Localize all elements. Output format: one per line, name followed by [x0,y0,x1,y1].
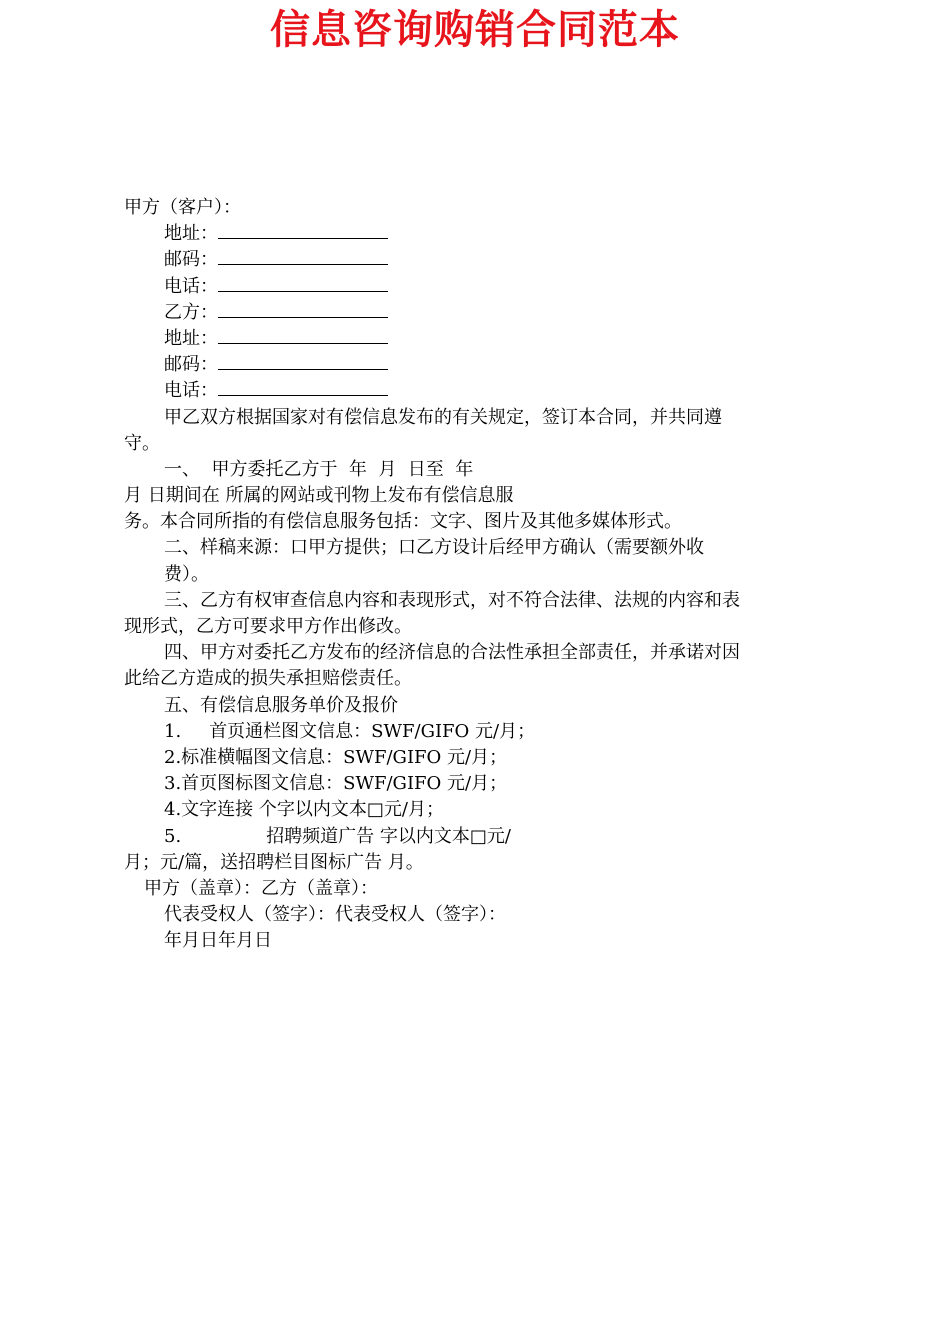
field-b-zip [124,352,834,378]
fill-blank [218,222,388,239]
clause4-line-1: 四、甲方对委托乙方发布的经济信息的合法性承担全部责任，并承诺对因 [164,642,740,664]
field-label: 电话： [164,380,218,402]
clause1-line-3: 务。本合同所指的有偿信息服务包括：文字、图片及其他多媒体形式。 [124,511,682,533]
field-label: 电话： [164,275,218,297]
fill-blank [218,275,388,292]
item-number: 5. [164,825,182,847]
party-a-heading: 甲方（客户）： [124,197,241,218]
field-a-address [124,221,834,247]
clause5-heading: 五、有偿信息服务单价及报价 [164,694,398,716]
clause3-line-1: 三、乙方有权审查信息内容和表现形式，对不符合法律、法规的内容和表 [164,589,740,611]
clause2-line-2: 费）。 [164,563,209,585]
field-label: 地址： [164,223,218,245]
field-label: 邮码： [164,249,218,271]
intro-line-1: 甲乙双方根据国家对有偿信息发布的有关规定，签订本合同，并共同遵 [164,406,722,428]
item-text: 首页通栏图文信息：SWF/GIFO 元/月； [209,720,536,742]
fill-blank [218,301,388,318]
item-text: 招聘频道广告 字以内文本□元/ [266,825,511,847]
clause1-line-1: 一、 甲方委托乙方于 年 月 日至 年 [164,458,474,480]
field-a-phone [124,274,834,300]
field-label: 地址： [164,327,218,349]
clause2-line-1: 二、样稿来源：口甲方提供；口乙方设计后经甲方确认（需要额外收 [164,537,704,559]
clause1-line-2: 月 日期间在 所属的网站或刊物上发布有偿信息服 [124,485,514,507]
fill-blank [218,327,388,344]
price-item-2: 2.标准横幅图文信息：SWF/GIFO 元/月； [164,746,508,768]
price-item-5-continued: 月；元/篇，送招聘栏目图标广告 月。 [124,851,424,873]
clause4-line-2: 此给乙方造成的损失承担赔偿责任。 [124,668,412,690]
seal-line: 甲方（盖章）：乙方（盖章）： [144,877,378,899]
field-b-phone [124,378,834,404]
date-line: 年月日年月日 [164,930,272,952]
field-a-zip [124,247,834,273]
price-item-1 [124,719,834,745]
fill-blank [218,379,388,396]
price-item-5 [124,824,834,850]
contract-body [124,195,834,954]
item-number: 1. [164,720,182,742]
price-item-3: 3.首页图标图文信息：SWF/GIFO 元/月； [164,773,508,795]
document-title: 信息咨询购销合同范本 [270,7,680,53]
price-item-4: 4.文字连接 个字以内文本□元/月； [164,799,444,821]
fill-blank [218,353,388,370]
field-b-address [124,326,834,352]
fill-blank [218,248,388,265]
field-label: 乙方： [164,301,218,323]
intro-line-2: 守。 [124,432,160,454]
clause3-line-2: 现形式，乙方可要求甲方作出修改。 [124,616,412,637]
field-party-b [124,300,834,326]
field-label: 邮码： [164,354,218,376]
representative-line: 代表受权人（签字）：代表受权人（签字）： [164,904,506,926]
